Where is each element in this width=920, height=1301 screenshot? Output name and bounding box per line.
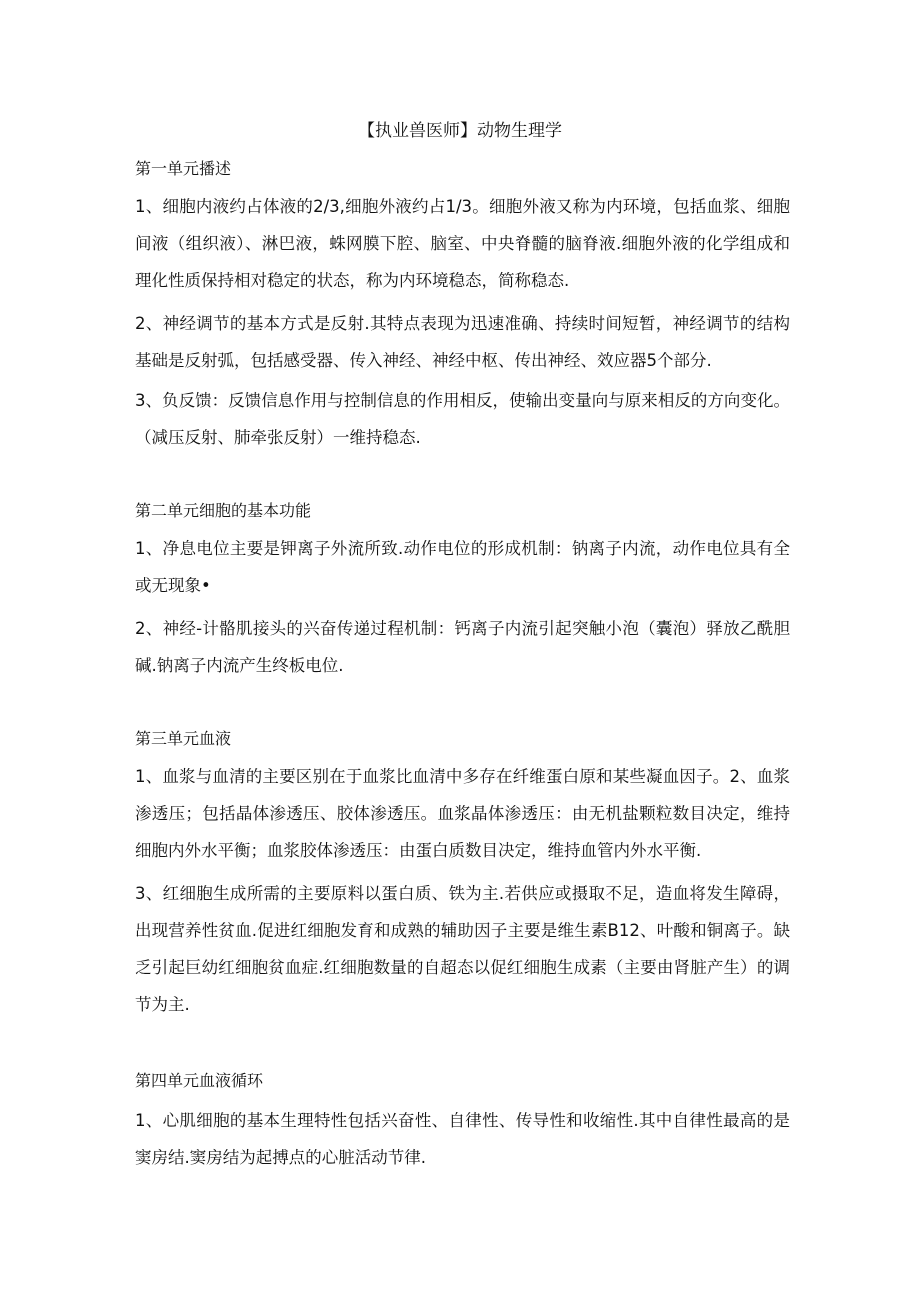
paragraph: 1、血浆与血清的主要区别在于血浆比血清中多存在纤维蛋白原和某些凝血因子。2、血浆渗透压；包括晶体渗透压、胶体渗透压。血浆晶体渗透压：由无机盐颗粒数目决定，维持细胞内外水平衡；血浆胶体渗透压：由蛋白质数目决定，维持血管内外水平衡. [135,767,790,860]
paragraph: 2、神经调节的基本方式是反射.其特点表现为迅速准确、持续时间短暂，神经调节的结构基础是反射弧，包括感受器、传入神经、神经中枢、传出神经、效应器5个部分. [135,314,790,370]
paragraph: 1、心肌细胞的基本生理特性包括兴奋性、自律性、传导性和收缩性.其中自律性最高的是窦房结.窦房结为起搏点的心脏活动节律. [135,1111,790,1167]
section-heading-4: 第四单元血液循环 [135,1071,264,1090]
section-heading-1: 第一单元播述 [135,159,232,178]
paragraph: 1、细胞内液约占体液的2/3,细胞外液约占1/3。细胞外液又称为内环境，包括血浆、细胞间液（组织液）、淋巴液，蛛网膜下腔、脑室、中央脊髓的脑脊液.细胞外液的化学组成和理化性质保持相对稳定的状态，称为内环境稳态，简称稳态. [135,197,790,290]
paragraph: 2、神经-计骼肌接头的兴奋传递过程机制：钙离子内流引起突触小泡（囊泡）驿放乙酰胆碱.钠离子内流产生终板电位. [135,619,790,675]
document-title: 【执业兽医师】动物生理学 [358,121,562,141]
section-heading-2: 第二单元细胞的基本功能 [135,501,312,520]
paragraph: 3、负反馈：反馈信息作用与控制信息的作用相反，使输出变量向与原来相反的方向变化。（减压反射、肺牵张反射）一维持稳态. [135,391,790,447]
paragraph: 3、红细胞生成所需的主要原料以蛋白质、铁为主.若供应或摄取不足，造血将发生障碍，出现营养性贫血.促进红细胞发育和成熟的辅助因子主要是维生素B12、叶酸和铜离子。缺乏引起巨幼红细胞贫血症.红细胞数量的自超态以促红细胞生成素（主要由肾脏产生）的调节为主. [135,884,790,1014]
paragraph: 1、净息电位主要是钾离子外流所致.动作电位的形成机制：钠离子内流，动作电位具有全或无现象• [135,539,790,595]
section-heading-3: 第三单元血液 [135,729,232,748]
